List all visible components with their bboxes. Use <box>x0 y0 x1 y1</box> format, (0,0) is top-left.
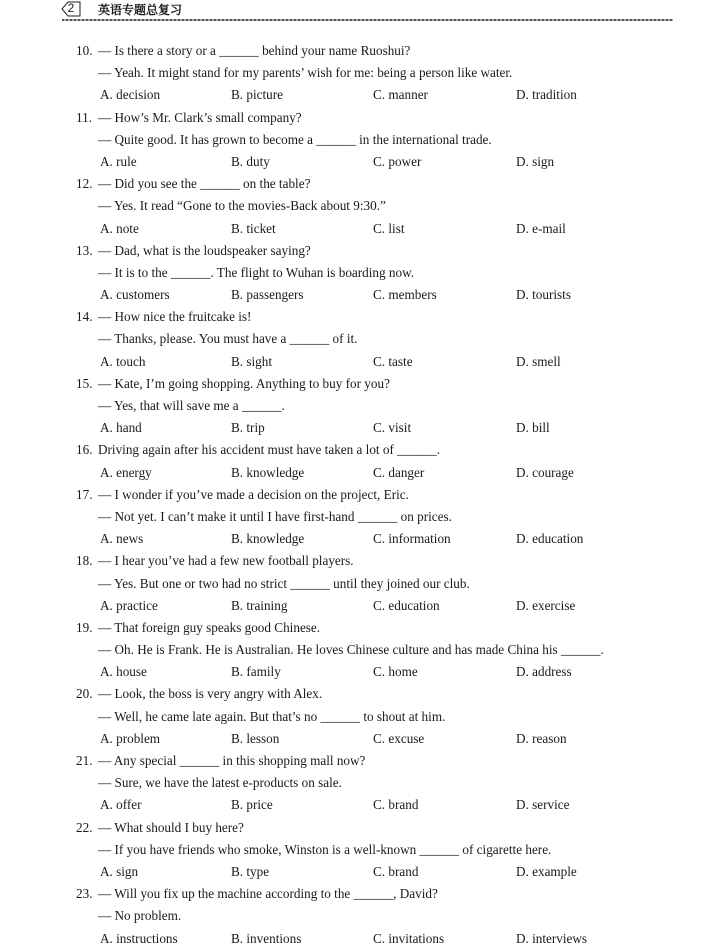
response-line <box>0 129 713 151</box>
question-number: 22. <box>76 819 93 835</box>
option-a: A. rule <box>100 153 137 169</box>
response-line <box>0 839 713 861</box>
response-text: — Yes, that will save me a ______. <box>98 398 285 413</box>
options-row <box>0 351 713 373</box>
option-b: B. sight <box>231 353 273 369</box>
question-number: 20. <box>76 686 93 702</box>
question-block <box>0 817 713 884</box>
options-row <box>0 728 713 750</box>
response-text: — It is to the ______. The flight to Wuhan is boarding now. <box>98 264 415 280</box>
question-text: Driving again after his accident must have taken a lot of ______. <box>98 442 441 458</box>
question-text: — Will you fix up the machine according to the ______, David? <box>98 886 438 902</box>
question-text: — That foreign guy speaks good Chinese. <box>98 619 321 635</box>
question-number: 23. <box>76 886 93 902</box>
question-number: 11. <box>76 109 92 125</box>
question-line <box>0 173 713 195</box>
option-c: C. manner <box>373 87 428 103</box>
option-d: D. exercise <box>516 597 576 613</box>
options-row <box>0 417 713 439</box>
option-d: D. bill <box>516 420 550 436</box>
question-text: — I wonder if you’ve made a decision on the project, Eric. <box>98 486 409 502</box>
question-number: 21. <box>76 753 93 768</box>
response-line <box>0 905 713 927</box>
option-d: D. tourists <box>516 287 571 303</box>
option-d: D. service <box>516 797 570 813</box>
response-text: — Thanks, please. You must have a ______ of it. <box>98 331 358 347</box>
option-b: B. picture <box>231 87 284 103</box>
option-c: C. danger <box>373 464 425 480</box>
question-number: 17. <box>76 486 93 502</box>
question-block <box>0 306 713 373</box>
option-c: C. taste <box>373 353 413 369</box>
option-b: B. training <box>231 597 288 613</box>
option-c: C. members <box>373 287 437 303</box>
question-text: — How’s Mr. Clark’s small company? <box>98 109 302 125</box>
question-number: 16. <box>76 442 93 458</box>
response-line <box>0 62 713 84</box>
question-line <box>0 306 713 328</box>
question-text: — How nice the fruitcake is! <box>98 309 252 325</box>
option-c: C. visit <box>373 420 412 436</box>
option-b: B. knowledge <box>231 464 305 480</box>
options-row <box>0 928 713 950</box>
response-text: — Quite good. It has grown to become a ______ in the international trade. <box>98 131 492 147</box>
option-b: B. price <box>231 797 273 813</box>
option-d: D. address <box>516 664 572 680</box>
option-a: A. house <box>100 664 147 680</box>
response-text: — No problem. <box>98 908 182 924</box>
response-line <box>0 195 713 217</box>
question-number: 10. <box>76 43 93 58</box>
options-row <box>0 218 713 240</box>
response-line <box>0 395 713 417</box>
response-text: — Sure, we have the latest e-products on sale. <box>98 775 342 791</box>
option-c: C. home <box>373 664 418 680</box>
option-b: B. family <box>231 664 281 680</box>
option-c: C. list <box>373 220 405 236</box>
option-b: B. lesson <box>231 730 280 746</box>
question-number: 12. <box>76 176 93 192</box>
option-d: D. sign <box>516 153 555 169</box>
option-c: C. information <box>373 531 451 547</box>
question-number: 19. <box>76 619 93 635</box>
question-block <box>0 173 713 240</box>
options-row <box>0 284 713 306</box>
question-line <box>0 883 713 905</box>
options-row <box>0 528 713 550</box>
option-a: A. decision <box>100 87 161 103</box>
option-d: D. smell <box>516 353 561 369</box>
question-text: — Kate, I’m going shopping. Anything to buy for you? <box>98 375 390 391</box>
question-block <box>0 550 713 617</box>
question-number: 15. <box>76 375 93 391</box>
header-divider <box>62 19 673 21</box>
response-text: — Oh. He is Frank. He is Australian. He loves Chinese culture and has made China his ______. <box>98 642 604 658</box>
question-line <box>0 40 713 62</box>
question-text: — Did you see the ______ on the table? <box>98 176 311 192</box>
option-c: C. brand <box>373 863 419 879</box>
option-d: D. interviews <box>516 930 588 946</box>
option-a: A. customers <box>100 287 170 303</box>
response-text: — Yes. It read “Gone to the movies-Back about 9:30.” <box>98 198 386 214</box>
response-line <box>0 328 713 350</box>
response-line <box>0 639 713 661</box>
response-line <box>0 573 713 595</box>
question-number: 13. <box>76 242 93 258</box>
response-text: — Yes. But one or two had no strict ______ until they joined our club. <box>98 575 470 591</box>
response-line <box>0 772 713 794</box>
question-block <box>0 439 713 483</box>
response-text: — Not yet. I can’t make it until I have first-hand ______ on prices. <box>98 508 452 524</box>
question-line <box>0 683 713 705</box>
question-line <box>0 107 713 129</box>
response-text: — Yeah. It might stand for my parents’ wish for me: being a person like water. <box>98 65 513 81</box>
options-row <box>0 595 713 617</box>
question-list <box>0 40 713 950</box>
option-a: A. news <box>100 531 144 547</box>
question-line <box>0 750 713 772</box>
question-block <box>0 750 713 817</box>
question-text: — Dad, what is the loudspeaker saying? <box>98 242 311 258</box>
option-a: A. energy <box>100 464 152 480</box>
question-text: — Any special ______ in this shopping mall now? <box>98 753 366 768</box>
option-b: B. duty <box>231 153 270 169</box>
question-line <box>0 373 713 395</box>
question-line <box>0 817 713 839</box>
question-line <box>0 439 713 461</box>
question-text: — I hear you’ve had a few new football players. <box>98 553 354 569</box>
question-line <box>0 484 713 506</box>
options-row <box>0 462 713 484</box>
option-c: C. brand <box>373 797 419 813</box>
response-line <box>0 706 713 728</box>
option-c: C. invitations <box>373 930 445 946</box>
option-a: A. hand <box>100 420 142 436</box>
response-text: — Well, he came late again. But that’s no ______ to shout at him. <box>98 708 446 724</box>
options-row <box>0 151 713 173</box>
question-block <box>0 373 713 440</box>
option-b: B. trip <box>231 420 265 436</box>
option-d: D. tradition <box>516 87 577 103</box>
option-b: B. passengers <box>231 287 304 303</box>
options-row <box>0 661 713 683</box>
option-d: D. education <box>516 531 584 547</box>
option-d: D. e-mail <box>516 220 566 236</box>
question-line <box>0 550 713 572</box>
page-number: 2 <box>67 1 75 15</box>
option-a: A. problem <box>100 730 161 746</box>
question-text: — What should I buy here? <box>98 819 244 835</box>
question-block <box>0 683 713 750</box>
option-a: A. instructions <box>100 930 178 946</box>
question-block <box>0 240 713 307</box>
option-b: B. type <box>231 863 270 879</box>
options-row <box>0 794 713 816</box>
option-c: C. education <box>373 597 440 613</box>
options-row <box>0 861 713 883</box>
question-block <box>0 107 713 174</box>
option-c: C. excuse <box>373 730 425 746</box>
option-a: A. touch <box>100 353 146 369</box>
option-a: A. practice <box>100 597 158 613</box>
options-row <box>0 84 713 106</box>
question-block <box>0 40 713 107</box>
question-line <box>0 240 713 262</box>
question-number: 18. <box>76 553 93 569</box>
option-a: A. offer <box>100 797 142 813</box>
option-b: B. ticket <box>231 220 276 236</box>
option-d: D. example <box>516 863 577 879</box>
option-a: A. note <box>100 220 139 236</box>
header-title: 英语专题总复习 <box>98 3 183 17</box>
question-number: 14. <box>76 309 93 325</box>
question-text: — Is there a story or a ______ behind your name Ruoshui? <box>98 43 411 58</box>
option-d: D. courage <box>516 464 574 480</box>
question-block <box>0 484 713 551</box>
response-line <box>0 506 713 528</box>
option-b: B. inventions <box>231 930 302 946</box>
page-header <box>0 0 713 22</box>
option-d: D. reason <box>516 730 567 746</box>
response-text: — If you have friends who smoke, Winston is a well-known ______ of cigarette here. <box>98 841 552 857</box>
option-c: C. power <box>373 153 422 169</box>
question-block <box>0 617 713 684</box>
response-line <box>0 262 713 284</box>
option-b: B. knowledge <box>231 531 305 547</box>
question-text: — Look, the boss is very angry with Alex. <box>98 686 323 702</box>
question-line <box>0 617 713 639</box>
option-a: A. sign <box>100 863 139 879</box>
